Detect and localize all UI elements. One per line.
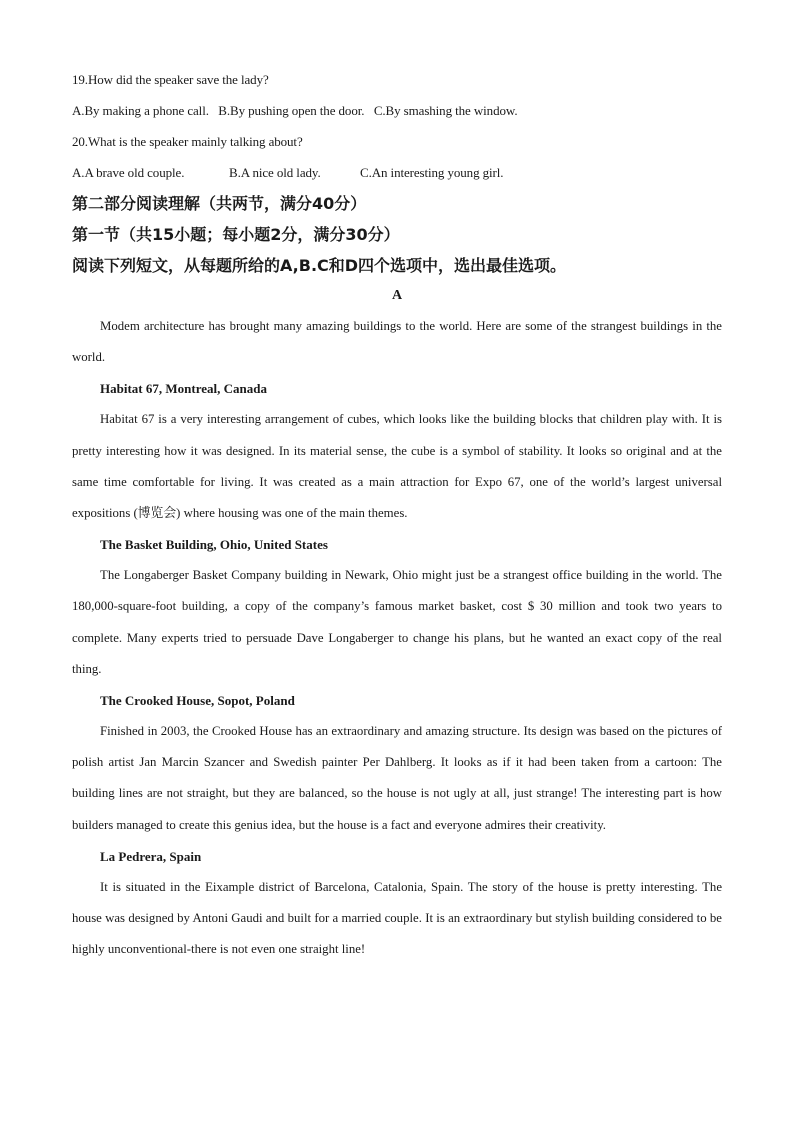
question-20-option-b: B.A nice old lady. xyxy=(229,165,321,180)
question-19: 19.How did the speaker save the lady? xyxy=(72,72,269,87)
question-20-options xyxy=(72,157,722,188)
document-page xyxy=(72,64,722,965)
question-20: 20.What is the speaker mainly talking about? xyxy=(72,134,303,149)
section-heading-la-pedrera: La Pedrera, Spain xyxy=(100,848,202,864)
section-heading-basket-building: The Basket Building, Ohio, United States xyxy=(100,537,328,553)
part-2-heading: 第二部分阅读理解（共两节，满分40分） xyxy=(72,194,367,213)
section-text-basket-building: The Longaberger Basket Company building in Newark, Ohio might just be a strangest office building in the world. The 180,000-square-foot building, a copy of the company’s famous market basket, cost $ 30 million and took two years to complete. Many experts tried to persuade Dave Longaberger to change his plans, but he wanted an exact copy of the real thing. xyxy=(72,568,722,676)
question-20-option-c: C.An interesting young girl. xyxy=(360,165,504,180)
section-text-crooked-house: Finished in 2003, the Crooked House has an extraordinary and amazing structure. Its design was based on the pictures of polish artist Jan Marcin Szancer and Swedish painter Per Dahlberg. It looks as if it had been taken from a cartoon: The building lines are not straight, but they are balanced, so the house is not ugly at all, just strange! The interesting part is how builders managed to create this genius idea, but the house is a fact and everyone admires their creativity. xyxy=(72,724,722,832)
passage-intro: Modem architecture has brought many amazing buildings to the world. Here are some of the strangest buildings in the world. xyxy=(72,319,722,365)
section-text-habitat-67: Habitat 67 is a very interesting arrangement of cubes, which looks like the building blocks that children play with. It is pretty interesting how it was designed. In its material sense, the cube is a symbol of stability. It looks so original and at the same time comfortable for living. It was created as a main attraction for Expo 67, one of the world’s largest universal expositions (博览会) where housing was one of the main themes. xyxy=(72,412,722,521)
section-heading-crooked-house: The Crooked House, Sopot, Poland xyxy=(100,693,295,709)
question-20-option-a: A.A brave old couple. xyxy=(72,165,185,180)
section-1-heading: 第一节（共15小题；每小题2分，满分30分） xyxy=(72,225,400,244)
section-text-la-pedrera: It is situated in the Eixample district of Barcelona, Catalonia, Spain. The story of the house is pretty interesting. The house was designed by Antoni Gaudi and built for a married couple. It is an extraordinary but stylish building considered to be highly unconventional-there is not even one straight line! xyxy=(72,879,722,957)
section-heading-habitat-67: Habitat 67, Montreal, Canada xyxy=(100,381,267,397)
passage-title: A xyxy=(391,288,403,303)
instruction-heading: 阅读下列短文，从每题所给的A,B.C和D四个选项中，选出最佳选项。 xyxy=(72,256,567,275)
question-19-options: A.By making a phone call. B.By pushing open the door. C.By smashing the window. xyxy=(72,103,518,118)
